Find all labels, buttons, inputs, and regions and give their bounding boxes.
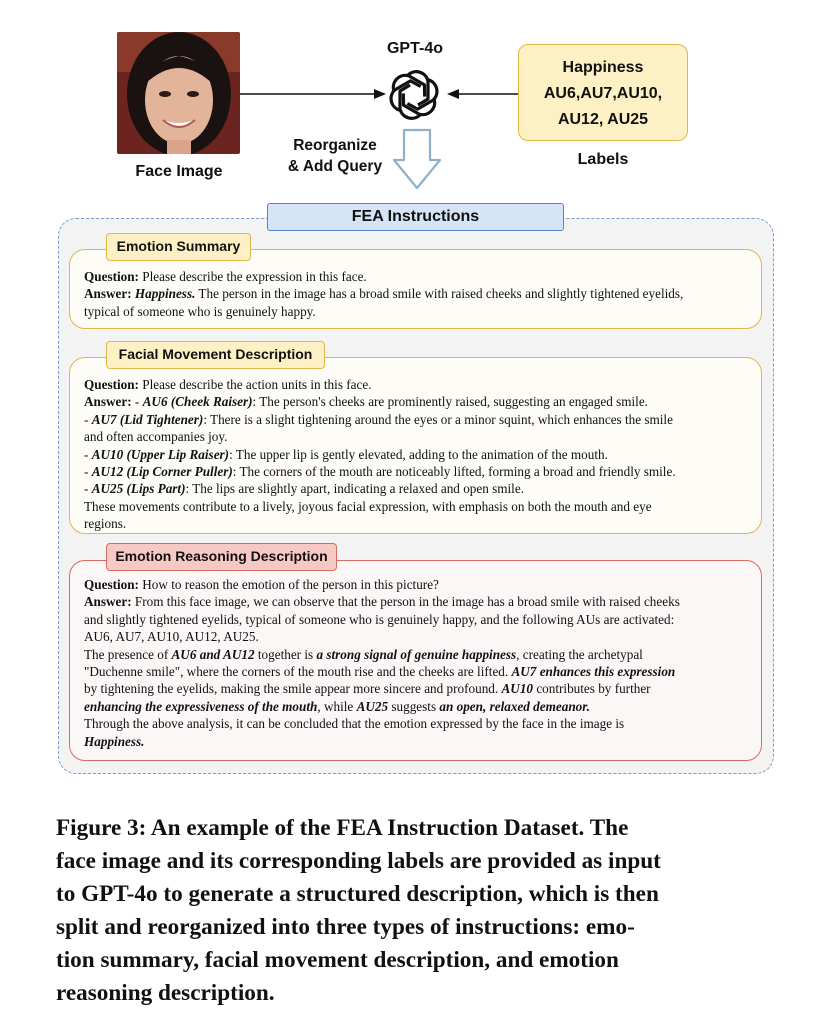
facial-movement-tag: Facial Movement Description <box>106 341 325 369</box>
answer-text: and slightly tightened eyelids, typical of someone who is genuinely happy, and the following AUs are activated: <box>84 611 675 627</box>
answer-text: , while <box>317 698 357 714</box>
question-label: Question: <box>84 577 139 592</box>
caption-line: Figure 3: An example of the FEA Instruction Dataset. The <box>56 815 629 841</box>
au-text: : The person's cheeks are prominently raised, suggesting an engaged smile. <box>252 394 648 410</box>
answer-text: The presence of <box>84 646 172 662</box>
label-line: AU12, AU25 <box>557 111 649 128</box>
answer-emphasis: AU7 enhances this expression <box>511 664 676 680</box>
label-line: AU6,AU7,AU10, <box>543 85 663 102</box>
au-text: : There is a slight tightening around the eyes or a minor squint, which enhances the smile <box>203 411 673 427</box>
answer-text: suggests <box>388 698 440 714</box>
arrow-caption-line: Reorganize <box>293 137 377 154</box>
caption-line: reasoning description. <box>56 980 275 1006</box>
conclusion-text: Through the above analysis, it can be concluded that the emotion expressed by the face in the image is <box>84 716 625 732</box>
answer-text: together is <box>254 646 317 662</box>
openai-logo-icon <box>385 66 443 124</box>
item-prefix: - <box>84 446 92 462</box>
answer-emphasis: AU25 <box>356 698 389 714</box>
item-prefix: - <box>131 394 143 410</box>
emotion-summary-box <box>69 249 762 329</box>
fea-instructions-title: FEA Instructions <box>267 203 564 231</box>
emotion-reasoning-tag: Emotion Reasoning Description <box>106 543 337 571</box>
answer-emphasis: Happiness. <box>134 286 196 302</box>
arrow-caption-line: & Add Query <box>287 158 383 175</box>
answer-text: typical of someone who is genuinely happy. <box>84 303 316 319</box>
face-image-caption: Face Image <box>135 163 223 180</box>
question-label: Question: <box>84 269 139 284</box>
answer-text: by tightening the eyelids, making the smile appear more sincere and profound. <box>84 681 502 697</box>
caption-line: split and reorganized into three types of instructions: emo- <box>56 914 635 940</box>
face-image <box>117 32 240 154</box>
answer-emphasis: an open, relaxed demeanor. <box>439 698 590 714</box>
answer-text: "Duchenne smile", where the corners of the mouth rise and the cheeks are lifted. <box>84 664 512 680</box>
label-line: Happiness <box>562 59 644 76</box>
emotion-summary-tag: Emotion Summary <box>106 233 251 261</box>
model-label: GPT-4o <box>386 40 443 57</box>
au-text: : The lips are slightly apart, indicating a relaxed and open smile. <box>185 481 524 497</box>
emotion-reasoning-box <box>69 560 762 761</box>
answer-text: contributes by further <box>533 681 651 697</box>
caption-line: tion summary, facial movement description, and emotion <box>56 947 619 973</box>
au-name: AU7 (Lid Tightener) <box>91 411 204 427</box>
answer-text: , creating the archetypal <box>516 646 643 662</box>
facial-movement-box <box>69 357 762 534</box>
au-name: AU25 (Lips Part) <box>91 481 186 497</box>
au-text: : The upper lip is gently elevated, adding to the animation of the mouth. <box>229 446 608 462</box>
closing-text: These movements contribute to a lively, joyous facial expression, with emphasis on both the mouth and eye <box>84 498 652 514</box>
item-prefix: - <box>84 411 92 427</box>
answer-text: From this face image, we can observe that the person in the image has a broad smile with raised cheeks <box>131 594 680 610</box>
au-text: : The corners of the mouth are noticeably lifted, forming a broad and friendly smile. <box>232 464 676 480</box>
answer-text: AU6, AU7, AU10, AU12, AU25. <box>84 629 259 645</box>
arrow-caption <box>270 135 400 177</box>
question-text: Please describe the expression in this face. <box>138 269 367 284</box>
answer-label: Answer: <box>84 594 132 610</box>
caption-line: face image and its corresponding labels are provided as input <box>56 848 661 874</box>
answer-label: Answer: <box>84 286 132 302</box>
labels-caption: Labels <box>577 151 629 168</box>
question-label: Question: <box>84 377 139 392</box>
item-prefix: - <box>84 464 92 480</box>
conclusion-emphasis: Happiness. <box>84 733 145 749</box>
au-name: AU12 (Lip Corner Puller) <box>91 464 233 480</box>
au-name: AU10 (Upper Lip Raiser) <box>91 446 230 462</box>
closing-text: regions. <box>84 516 127 532</box>
question-text: Please describe the action units in this face. <box>138 377 372 392</box>
answer-emphasis: enhancing the expressiveness of the mouth <box>84 698 318 714</box>
answer-text: The person in the image has a broad smile with raised cheeks and slightly tightened eyelids, <box>195 286 684 302</box>
answer-label: Answer: <box>84 394 132 410</box>
answer-emphasis: a strong signal of genuine happiness <box>316 646 517 662</box>
figure-caption <box>56 812 778 1010</box>
caption-line: to GPT-4o to generate a structured description, which is then <box>56 881 659 907</box>
question-text: How to reason the emotion of the person in this picture? <box>138 577 439 592</box>
labels-box <box>518 44 688 141</box>
answer-emphasis: AU6 and AU12 <box>171 646 255 662</box>
au-name: AU6 (Cheek Raiser) <box>142 394 253 410</box>
answer-emphasis: AU10 <box>501 681 534 697</box>
item-prefix: - <box>84 481 92 497</box>
au-text: and often accompanies joy. <box>84 429 228 445</box>
